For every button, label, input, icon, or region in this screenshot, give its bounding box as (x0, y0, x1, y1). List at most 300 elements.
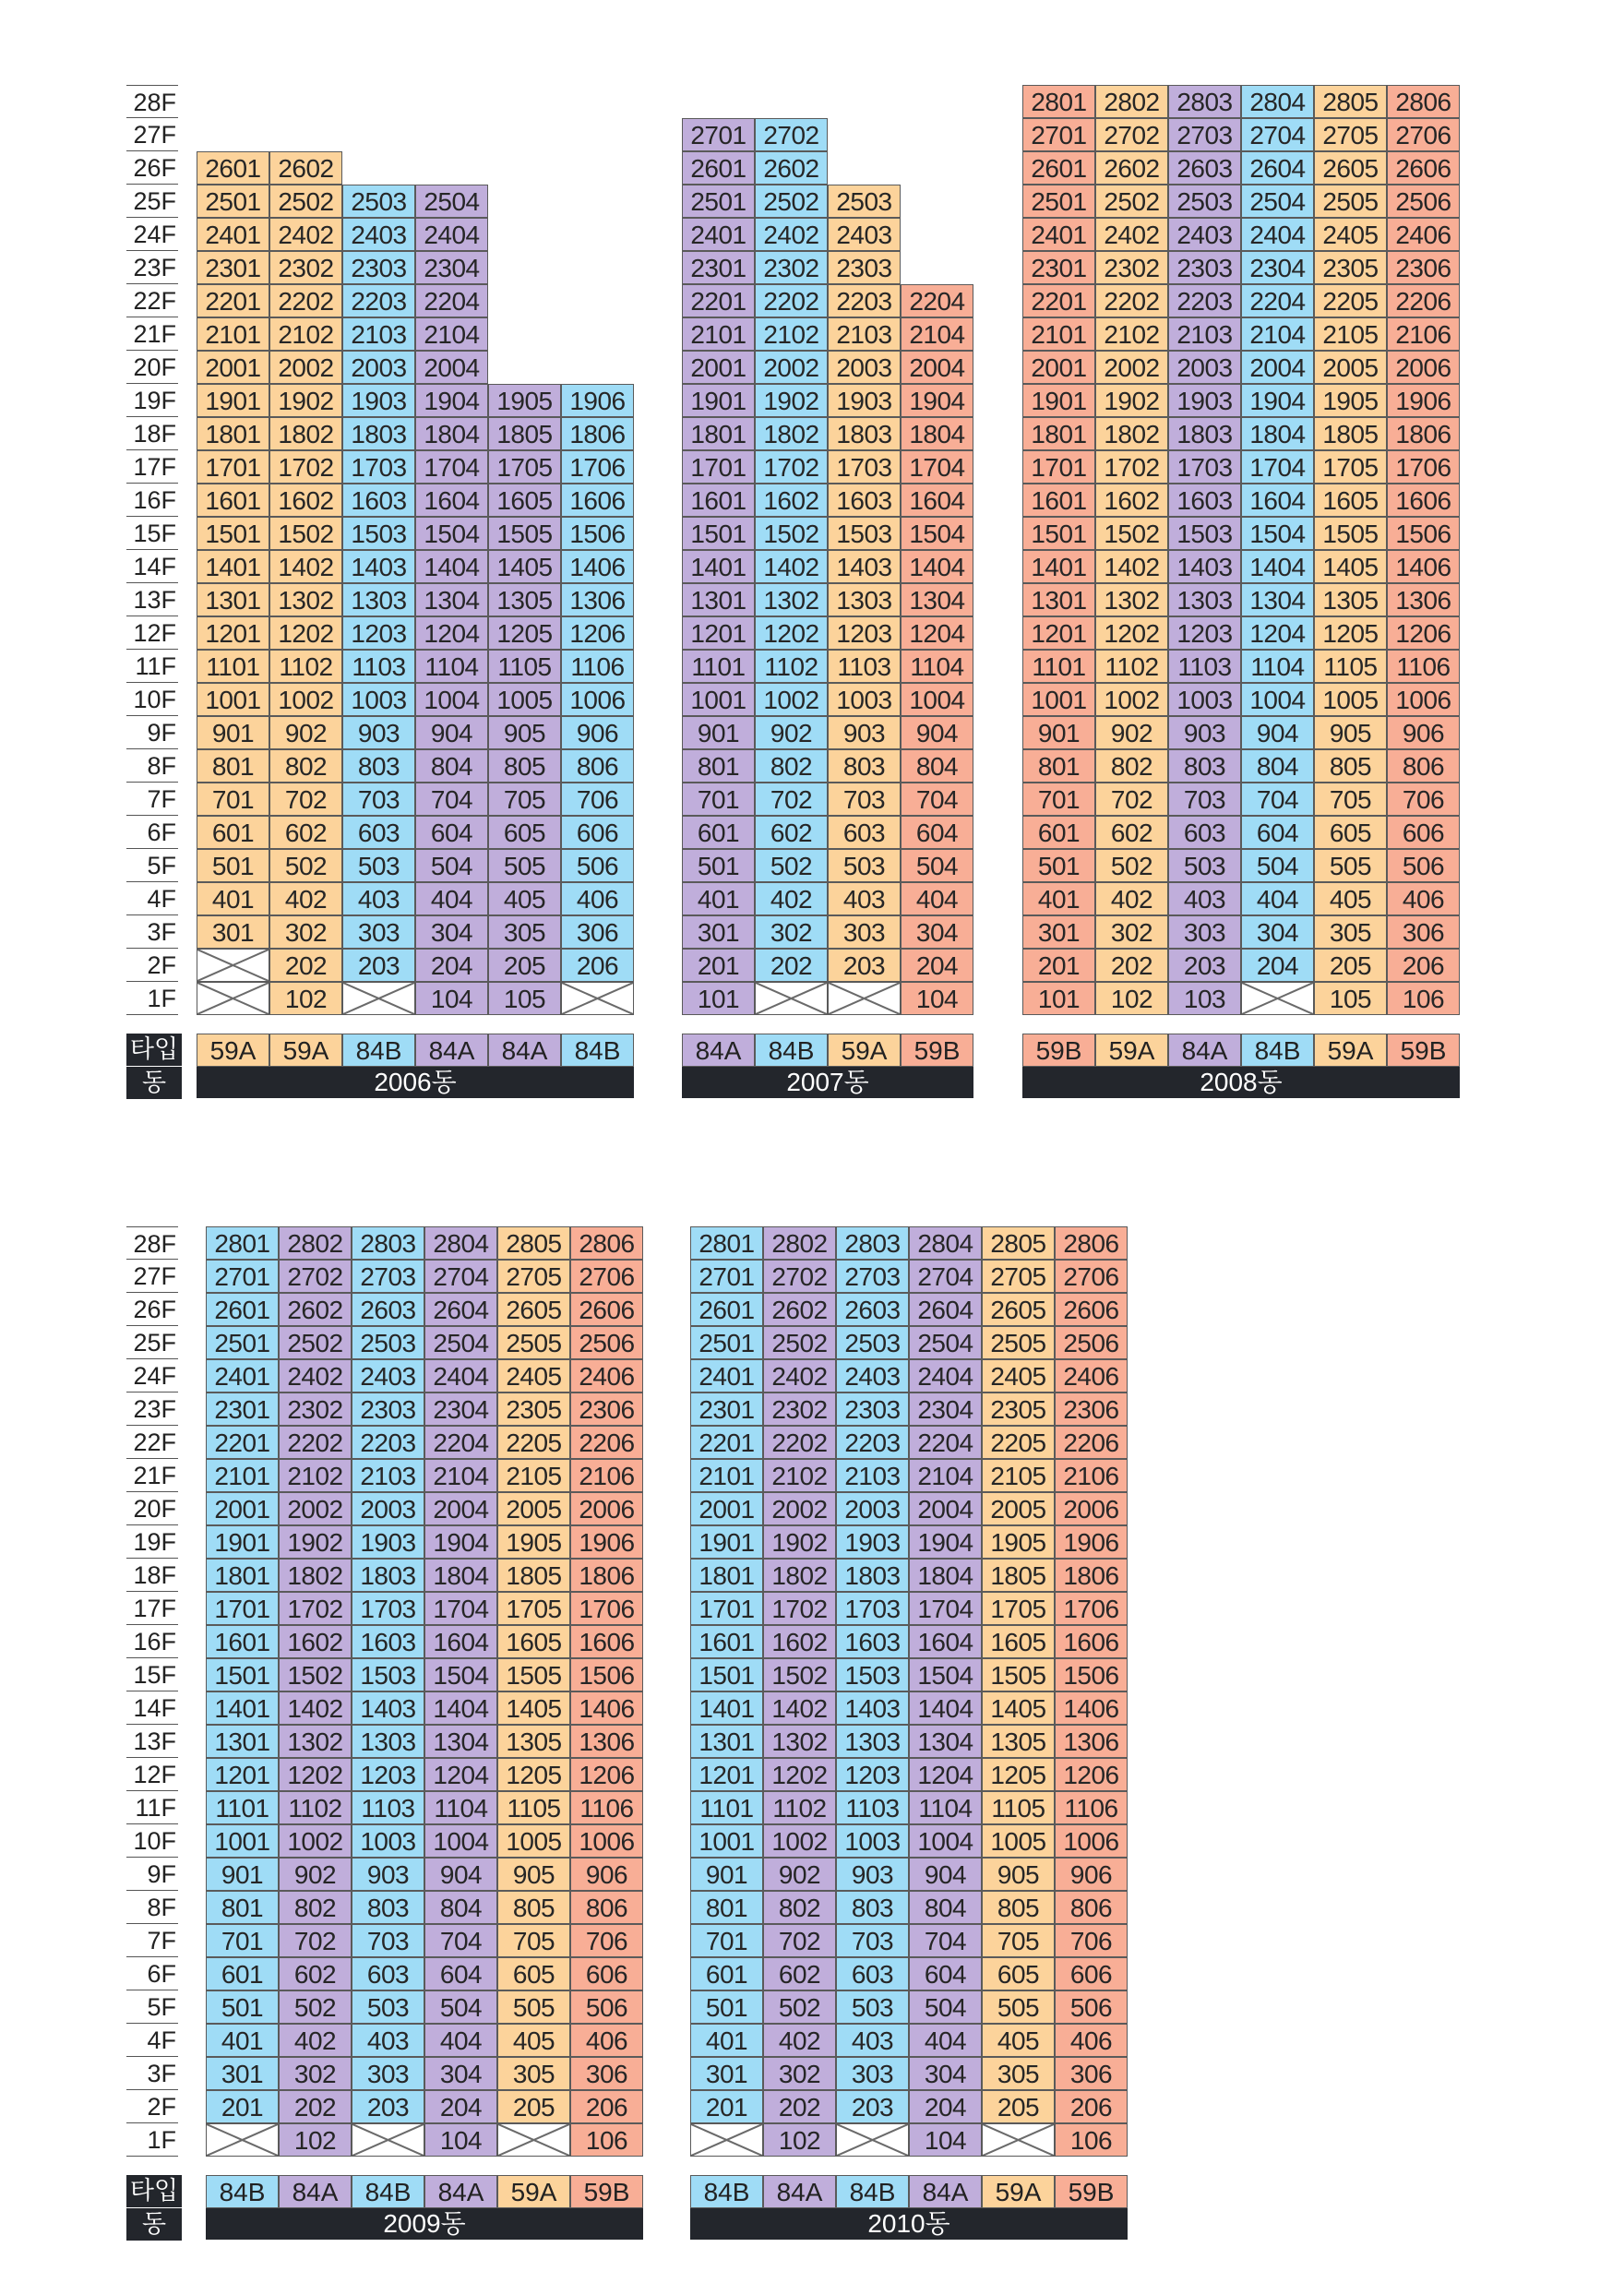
unit-cell: 1503 (836, 1658, 909, 1691)
unit-cell: 2102 (279, 1459, 352, 1492)
unit-cell: 601 (1022, 816, 1095, 849)
no-unit-cell (206, 2123, 279, 2157)
unit-cell: 2702 (279, 1260, 352, 1293)
unit-cell: 402 (755, 882, 828, 915)
unit-cell: 703 (1168, 783, 1241, 816)
unit-cell: 1001 (690, 1824, 763, 1858)
unit-cell: 2805 (497, 1226, 570, 1260)
unit-cell: 1804 (415, 417, 488, 450)
unit-cell: 1801 (682, 417, 755, 450)
unit-cell: 1701 (682, 450, 755, 484)
unit-cell: 301 (682, 915, 755, 949)
floor-label: 6F (126, 816, 178, 849)
unit-cell: 705 (488, 783, 561, 816)
unit-cell: 1502 (763, 1658, 836, 1691)
unit-cell: 2302 (279, 1393, 352, 1426)
unit-cell: 1303 (1168, 583, 1241, 616)
no-unit-cell (197, 982, 269, 1015)
unit-cell: 2401 (690, 1359, 763, 1393)
unit-cell: 2804 (909, 1226, 982, 1260)
unit-cell: 1202 (763, 1758, 836, 1791)
unit-cell: 2702 (755, 118, 828, 151)
floor-label: 8F (126, 749, 178, 783)
unit-cell: 805 (1314, 749, 1387, 783)
unit-cell: 1703 (828, 450, 901, 484)
unit-cell: 2404 (909, 1359, 982, 1393)
unit-cell: 302 (279, 2057, 352, 2090)
unit-cell: 1203 (828, 616, 901, 650)
unit-cell: 803 (836, 1891, 909, 1924)
unit-cell: 1401 (682, 550, 755, 583)
no-unit-cross-icon (691, 2124, 762, 2156)
unit-cell: 803 (828, 749, 901, 783)
no-unit-cross-icon (498, 2124, 569, 2156)
unit-cell: 1102 (763, 1791, 836, 1824)
unit-cell: 2106 (1055, 1459, 1128, 1492)
unit-cell: 2402 (755, 218, 828, 251)
unit-cell: 903 (828, 716, 901, 749)
unit-cell: 1801 (206, 1559, 279, 1592)
unit-cell: 1802 (269, 417, 342, 450)
unit-cell: 1604 (909, 1625, 982, 1658)
unit-cell: 906 (1387, 716, 1460, 749)
unit-cell: 1403 (836, 1691, 909, 1725)
unit-cell: 2403 (1168, 218, 1241, 251)
unit-cell: 1503 (342, 517, 415, 550)
unit-cell: 1905 (497, 1525, 570, 1559)
unit-cell: 701 (682, 783, 755, 816)
unit-cell: 1701 (690, 1592, 763, 1625)
unit-cell: 401 (690, 2024, 763, 2057)
unit-cell: 1901 (690, 1525, 763, 1559)
unit-type-cell: 59A (497, 2175, 570, 2208)
unit-cell: 203 (352, 2090, 424, 2123)
unit-cell: 2302 (1095, 251, 1168, 284)
unit-cell: 405 (982, 2024, 1055, 2057)
unit-cell: 803 (342, 749, 415, 783)
unit-cell: 1802 (279, 1559, 352, 1592)
unit-cell: 905 (497, 1858, 570, 1891)
unit-cell: 1104 (1241, 650, 1314, 683)
unit-cell: 1406 (1055, 1691, 1128, 1725)
unit-cell: 1201 (206, 1758, 279, 1791)
unit-cell: 904 (415, 716, 488, 749)
unit-cell: 1603 (352, 1625, 424, 1658)
unit-cell: 504 (901, 849, 973, 882)
unit-cell: 901 (1022, 716, 1095, 749)
unit-cell: 801 (197, 749, 269, 783)
unit-cell: 2504 (1241, 185, 1314, 218)
floor-label: 18F (126, 1559, 178, 1592)
unit-cell: 1504 (909, 1658, 982, 1691)
unit-cell: 2203 (342, 284, 415, 317)
unit-cell: 1005 (982, 1824, 1055, 1858)
unit-cell: 2202 (763, 1426, 836, 1459)
unit-cell: 2102 (763, 1459, 836, 1492)
floor-label: 28F (126, 1226, 178, 1260)
unit-cell: 606 (1387, 816, 1460, 849)
unit-cell: 1702 (279, 1592, 352, 1625)
unit-cell: 1001 (682, 683, 755, 716)
unit-cell: 1205 (488, 616, 561, 650)
unit-cell: 2801 (690, 1226, 763, 1260)
unit-cell: 305 (1314, 915, 1387, 949)
unit-cell: 1405 (1314, 550, 1387, 583)
unit-cell: 2505 (497, 1326, 570, 1359)
unit-cell: 1003 (352, 1824, 424, 1858)
unit-cell: 1004 (901, 683, 973, 716)
unit-cell: 1404 (1241, 550, 1314, 583)
unit-cell: 2703 (836, 1260, 909, 1293)
unit-cell: 302 (755, 915, 828, 949)
unit-cell: 1504 (1241, 517, 1314, 550)
unit-cell: 2105 (497, 1459, 570, 1492)
unit-type-cell: 59B (1055, 2175, 1128, 2208)
unit-cell: 602 (763, 1957, 836, 1990)
unit-cell: 1306 (570, 1725, 643, 1758)
unit-cell: 205 (488, 949, 561, 982)
no-unit-cross-icon (197, 950, 269, 981)
unit-cell: 1305 (488, 583, 561, 616)
unit-cell: 1806 (570, 1559, 643, 1592)
no-unit-cell (352, 2123, 424, 2157)
floor-label: 14F (126, 550, 178, 583)
unit-type-cell: 84A (763, 2175, 836, 2208)
unit-cell: 2102 (755, 317, 828, 351)
unit-cell: 1801 (690, 1559, 763, 1592)
unit-cell: 1606 (570, 1625, 643, 1658)
unit-cell: 2104 (415, 317, 488, 351)
unit-cell: 102 (1095, 982, 1168, 1015)
unit-cell: 402 (763, 2024, 836, 2057)
unit-cell: 1701 (197, 450, 269, 484)
unit-cell: 404 (1241, 882, 1314, 915)
unit-cell: 404 (909, 2024, 982, 2057)
unit-cell: 1206 (570, 1758, 643, 1791)
unit-cell: 405 (497, 2024, 570, 2057)
unit-cell: 1201 (197, 616, 269, 650)
unit-cell: 2202 (269, 284, 342, 317)
unit-cell: 1801 (1022, 417, 1095, 450)
unit-cell: 2105 (1314, 317, 1387, 351)
unit-cell: 2205 (982, 1426, 1055, 1459)
unit-cell: 1502 (1095, 517, 1168, 550)
unit-cell: 604 (424, 1957, 497, 1990)
unit-cell: 1002 (763, 1824, 836, 1858)
unit-cell: 202 (269, 949, 342, 982)
unit-cell: 1102 (269, 650, 342, 683)
no-unit-cell (828, 982, 901, 1015)
unit-cell: 2601 (690, 1293, 763, 1326)
unit-cell: 2206 (570, 1426, 643, 1459)
unit-type-cell: 84A (488, 1034, 561, 1067)
unit-type-cell: 59A (828, 1034, 901, 1067)
unit-cell: 1004 (909, 1824, 982, 1858)
unit-cell: 1901 (206, 1525, 279, 1559)
unit-cell: 1405 (982, 1691, 1055, 1725)
no-unit-cell (690, 2123, 763, 2157)
unit-cell: 2103 (342, 317, 415, 351)
unit-cell: 1403 (352, 1691, 424, 1725)
unit-cell: 303 (352, 2057, 424, 2090)
unit-cell: 1805 (488, 417, 561, 450)
unit-cell: 2705 (1314, 118, 1387, 151)
unit-cell: 1301 (1022, 583, 1095, 616)
unit-cell: 306 (570, 2057, 643, 2090)
unit-cell: 2501 (1022, 185, 1095, 218)
unit-cell: 1006 (570, 1824, 643, 1858)
unit-cell: 202 (1095, 949, 1168, 982)
unit-cell: 805 (488, 749, 561, 783)
unit-cell: 401 (197, 882, 269, 915)
unit-cell: 102 (269, 982, 342, 1015)
unit-cell: 701 (690, 1924, 763, 1957)
unit-cell: 106 (570, 2123, 643, 2157)
unit-cell: 802 (1095, 749, 1168, 783)
unit-cell: 2303 (1168, 251, 1241, 284)
unit-cell: 1402 (763, 1691, 836, 1725)
dong-row-label: 동 (126, 2208, 182, 2241)
unit-cell: 1902 (279, 1525, 352, 1559)
unit-cell: 1605 (497, 1625, 570, 1658)
unit-cell: 1104 (415, 650, 488, 683)
unit-cell: 706 (1387, 783, 1460, 816)
unit-cell: 2204 (901, 284, 973, 317)
unit-cell: 1103 (1168, 650, 1241, 683)
unit-cell: 2002 (279, 1492, 352, 1525)
unit-cell: 802 (279, 1891, 352, 1924)
unit-cell: 1306 (561, 583, 634, 616)
unit-cell: 402 (269, 882, 342, 915)
unit-cell: 1706 (1055, 1592, 1128, 1625)
unit-cell: 2006 (1387, 351, 1460, 384)
unit-cell: 502 (1095, 849, 1168, 882)
unit-cell: 1003 (342, 683, 415, 716)
unit-cell: 1502 (269, 517, 342, 550)
unit-cell: 1601 (1022, 484, 1095, 517)
unit-cell: 901 (206, 1858, 279, 1891)
unit-cell: 704 (901, 783, 973, 816)
unit-cell: 105 (488, 982, 561, 1015)
unit-cell: 904 (909, 1858, 982, 1891)
unit-cell: 1904 (424, 1525, 497, 1559)
no-unit-cross-icon (352, 2124, 424, 2156)
unit-cell: 1602 (269, 484, 342, 517)
floor-label: 24F (126, 1359, 178, 1393)
unit-cell: 2202 (1095, 284, 1168, 317)
unit-cell: 1605 (488, 484, 561, 517)
unit-cell: 1901 (682, 384, 755, 417)
unit-cell: 705 (497, 1924, 570, 1957)
unit-cell: 1102 (755, 650, 828, 683)
floor-label: 22F (126, 284, 178, 317)
unit-cell: 901 (197, 716, 269, 749)
unit-cell: 401 (682, 882, 755, 915)
unit-cell: 1804 (424, 1559, 497, 1592)
unit-cell: 1005 (1314, 683, 1387, 716)
unit-cell: 2506 (1055, 1326, 1128, 1359)
unit-cell: 403 (828, 882, 901, 915)
unit-cell: 2602 (279, 1293, 352, 1326)
unit-cell: 1702 (763, 1592, 836, 1625)
unit-cell: 804 (909, 1891, 982, 1924)
unit-cell: 1304 (909, 1725, 982, 1758)
unit-cell: 1804 (901, 417, 973, 450)
floor-label: 11F (126, 650, 178, 683)
unit-cell: 1205 (1314, 616, 1387, 650)
unit-cell: 1901 (1022, 384, 1095, 417)
floor-label: 8F (126, 1891, 178, 1924)
unit-cell: 2002 (755, 351, 828, 384)
unit-cell: 804 (415, 749, 488, 783)
unit-cell: 1301 (682, 583, 755, 616)
unit-cell: 2404 (1241, 218, 1314, 251)
unit-cell: 1701 (206, 1592, 279, 1625)
unit-cell: 1101 (1022, 650, 1095, 683)
unit-cell: 2201 (1022, 284, 1095, 317)
unit-cell: 603 (836, 1957, 909, 1990)
unit-cell: 2403 (836, 1359, 909, 1393)
unit-cell: 2503 (352, 1326, 424, 1359)
unit-cell: 1902 (755, 384, 828, 417)
unit-cell: 1001 (206, 1824, 279, 1858)
unit-cell: 606 (1055, 1957, 1128, 1990)
unit-type-cell: 59A (1095, 1034, 1168, 1067)
unit-cell: 2301 (206, 1393, 279, 1426)
unit-cell: 1806 (1387, 417, 1460, 450)
unit-cell: 1502 (279, 1658, 352, 1691)
unit-cell: 2701 (690, 1260, 763, 1293)
unit-cell: 1906 (1055, 1525, 1128, 1559)
unit-cell: 2103 (828, 317, 901, 351)
unit-cell: 1401 (690, 1691, 763, 1725)
unit-cell: 1702 (755, 450, 828, 484)
unit-cell: 304 (1241, 915, 1314, 949)
unit-cell: 2601 (206, 1293, 279, 1326)
floor-label: 20F (126, 1492, 178, 1525)
unit-cell: 2002 (1095, 351, 1168, 384)
unit-cell: 1501 (682, 517, 755, 550)
unit-cell: 2002 (763, 1492, 836, 1525)
unit-cell: 903 (836, 1858, 909, 1891)
unit-cell: 1105 (982, 1791, 1055, 1824)
unit-cell: 2305 (497, 1393, 570, 1426)
unit-cell: 1404 (415, 550, 488, 583)
unit-cell: 201 (682, 949, 755, 982)
floor-label: 1F (126, 982, 178, 1015)
floor-label: 12F (126, 616, 178, 650)
unit-cell: 2502 (1095, 185, 1168, 218)
unit-cell: 706 (561, 783, 634, 816)
unit-cell: 2004 (901, 351, 973, 384)
unit-cell: 2301 (1022, 251, 1095, 284)
unit-cell: 2106 (1387, 317, 1460, 351)
unit-cell: 702 (269, 783, 342, 816)
unit-cell: 1302 (755, 583, 828, 616)
unit-cell: 2402 (1095, 218, 1168, 251)
unit-cell: 2405 (497, 1359, 570, 1393)
unit-cell: 2001 (1022, 351, 1095, 384)
unit-cell: 2005 (1314, 351, 1387, 384)
unit-cell: 1803 (352, 1559, 424, 1592)
unit-cell: 2005 (982, 1492, 1055, 1525)
building-name-bar: 2007동 (682, 1067, 973, 1098)
unit-cell: 1904 (901, 384, 973, 417)
unit-cell: 204 (901, 949, 973, 982)
unit-cell: 2706 (1055, 1260, 1128, 1293)
unit-cell: 1406 (570, 1691, 643, 1725)
unit-cell: 701 (197, 783, 269, 816)
unit-cell: 2602 (269, 151, 342, 185)
floor-label: 9F (126, 1858, 178, 1891)
floor-label: 17F (126, 450, 178, 484)
unit-cell: 1704 (1241, 450, 1314, 484)
floor-label: 10F (126, 683, 178, 716)
unit-cell: 2205 (497, 1426, 570, 1459)
unit-cell: 804 (901, 749, 973, 783)
unit-cell: 2604 (909, 1293, 982, 1326)
floor-label: 6F (126, 1957, 178, 1990)
unit-cell: 901 (682, 716, 755, 749)
unit-cell: 2606 (1387, 151, 1460, 185)
unit-cell: 1102 (1095, 650, 1168, 683)
unit-cell: 1805 (497, 1559, 570, 1592)
unit-cell: 101 (1022, 982, 1095, 1015)
floor-label: 26F (126, 1293, 178, 1326)
unit-cell: 805 (982, 1891, 1055, 1924)
unit-type-cell: 84B (836, 2175, 909, 2208)
unit-cell: 1006 (1387, 683, 1460, 716)
unit-cell: 1603 (836, 1625, 909, 1658)
unit-cell: 605 (1314, 816, 1387, 849)
unit-cell: 806 (561, 749, 634, 783)
unit-type-cell: 84A (424, 2175, 497, 2208)
unit-cell: 1103 (352, 1791, 424, 1824)
unit-cell: 1206 (561, 616, 634, 650)
unit-cell: 1803 (1168, 417, 1241, 450)
unit-cell: 206 (1055, 2090, 1128, 2123)
unit-cell: 2103 (1168, 317, 1241, 351)
unit-cell: 2203 (828, 284, 901, 317)
unit-cell: 1101 (690, 1791, 763, 1824)
unit-cell: 2503 (1168, 185, 1241, 218)
unit-cell: 1505 (488, 517, 561, 550)
unit-cell: 501 (206, 1990, 279, 2024)
unit-cell: 104 (909, 2123, 982, 2157)
unit-cell: 601 (197, 816, 269, 849)
unit-cell: 1204 (901, 616, 973, 650)
unit-cell: 503 (828, 849, 901, 882)
unit-cell: 2603 (836, 1293, 909, 1326)
unit-cell: 2003 (1168, 351, 1241, 384)
unit-cell: 2202 (279, 1426, 352, 1459)
unit-cell: 2501 (206, 1326, 279, 1359)
no-unit-cross-icon (197, 983, 269, 1014)
unit-cell: 301 (690, 2057, 763, 2090)
unit-cell: 1505 (497, 1658, 570, 1691)
unit-cell: 601 (682, 816, 755, 849)
unit-cell: 802 (755, 749, 828, 783)
unit-cell: 1704 (415, 450, 488, 484)
unit-cell: 1106 (570, 1791, 643, 1824)
floor-label: 16F (126, 1625, 178, 1658)
unit-cell: 2302 (763, 1393, 836, 1426)
unit-cell: 603 (828, 816, 901, 849)
unit-cell: 1803 (836, 1559, 909, 1592)
unit-cell: 1402 (755, 550, 828, 583)
unit-cell: 301 (197, 915, 269, 949)
unit-type-cell: 59A (1314, 1034, 1387, 1067)
